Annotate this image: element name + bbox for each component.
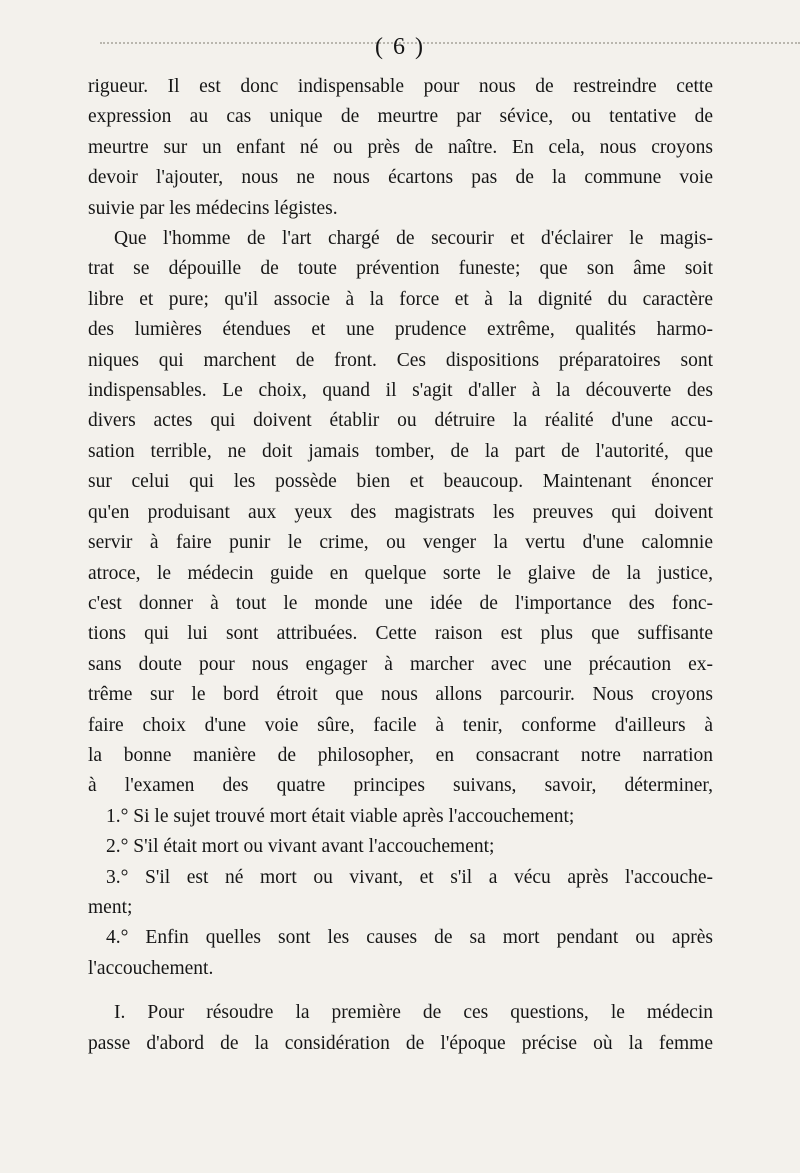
text-line: 1.° Si le sujet trouvé mort était viable après l'accouchement; — [106, 805, 575, 827]
text-line: trême sur le bord étroit que nous allons parcourir. Nous croyons — [88, 684, 713, 706]
text-line: ment; — [88, 896, 133, 918]
text-line: divers actes qui doivent établir ou détruire la réalité d'une accu- — [88, 410, 713, 432]
text-line: à l'examen des quatre principes suivans, savoir, déterminer, — [88, 775, 713, 797]
paragraph-3 — [88, 998, 713, 1059]
text-line: sur celui qui les possède bien et beaucoup. Maintenant énoncer — [88, 471, 713, 493]
body-text — [88, 72, 713, 1059]
text-line: sans doute pour nous engager à marcher avec une précaution ex- — [88, 653, 713, 675]
page-number: ( 6 ) — [375, 34, 425, 60]
text-line: c'est donner à tout le monde une idée de l'importance des fonc- — [88, 592, 713, 614]
text-line: atroce, le médecin guide en quelque sorte le glaive de la justice, — [88, 562, 713, 584]
text-line: tions qui lui sont attribuées. Cette raison est plus que suffisante — [88, 623, 713, 645]
text-line: des lumières étendues et une prudence extrême, qualités harmo- — [88, 319, 713, 341]
text-line: qu'en produisant aux yeux des magistrats les preuves qui doivent — [88, 501, 713, 523]
text-line: niques qui marchent de front. Ces dispositions préparatoires sont — [88, 349, 713, 371]
paragraph-2 — [88, 224, 713, 802]
text-line: 3.° S'il est né mort ou vivant, et s'il a vécu après l'accouche- — [106, 866, 713, 888]
paragraph-1 — [88, 72, 713, 224]
text-line: faire choix d'une voie sûre, facile à tenir, conforme d'ailleurs à — [88, 714, 713, 736]
text-line: 4.° Enfin quelles sont les causes de sa mort pendant ou après — [106, 927, 713, 949]
text-line: indispensables. Le choix, quand il s'agit d'aller à la découverte des — [88, 380, 713, 402]
text-line: passe d'abord de la considération de l'époque précise où la femme — [88, 1032, 713, 1054]
text-line: Que l'homme de l'art chargé de secourir et d'éclairer le magis- — [114, 228, 713, 250]
text-line: devoir l'ajouter, nous ne nous écartons pas de la commune voie — [88, 167, 713, 189]
text-line: sation terrible, ne doit jamais tomber, de la part de l'autorité, que — [88, 440, 713, 462]
principles-list — [88, 802, 713, 984]
text-line: expression au cas unique de meurtre par sévice, ou tentative de — [88, 106, 713, 128]
text-line: la bonne manière de philosopher, en consacrant notre narration — [88, 744, 713, 766]
text-line: suivie par les médecins légistes. — [88, 197, 338, 219]
text-line: l'accouchement. — [88, 957, 214, 979]
text-line: libre et pure; qu'il associe à la force et à la dignité du caractère — [88, 288, 713, 310]
text-line: rigueur. Il est donc indispensable pour nous de restreindre cette — [88, 76, 713, 97]
text-line: meurtre sur un enfant né ou près de naître. En cela, nous croyons — [88, 136, 713, 158]
text-line: I. Pour résoudre la première de ces questions, le médecin — [114, 1002, 713, 1024]
text-line: 2.° S'il était mort ou vivant avant l'accouchement; — [106, 836, 495, 858]
list-item-4 — [88, 923, 713, 984]
text-line: servir à faire punir le crime, ou venger la vertu d'une calomnie — [88, 532, 713, 554]
list-item-3 — [88, 863, 713, 924]
list-item-1 — [88, 802, 713, 832]
list-item-2 — [88, 832, 713, 862]
text-line: trat se dépouille de toute prévention funeste; que son âme soit — [88, 258, 713, 280]
section-gap — [88, 984, 713, 998]
